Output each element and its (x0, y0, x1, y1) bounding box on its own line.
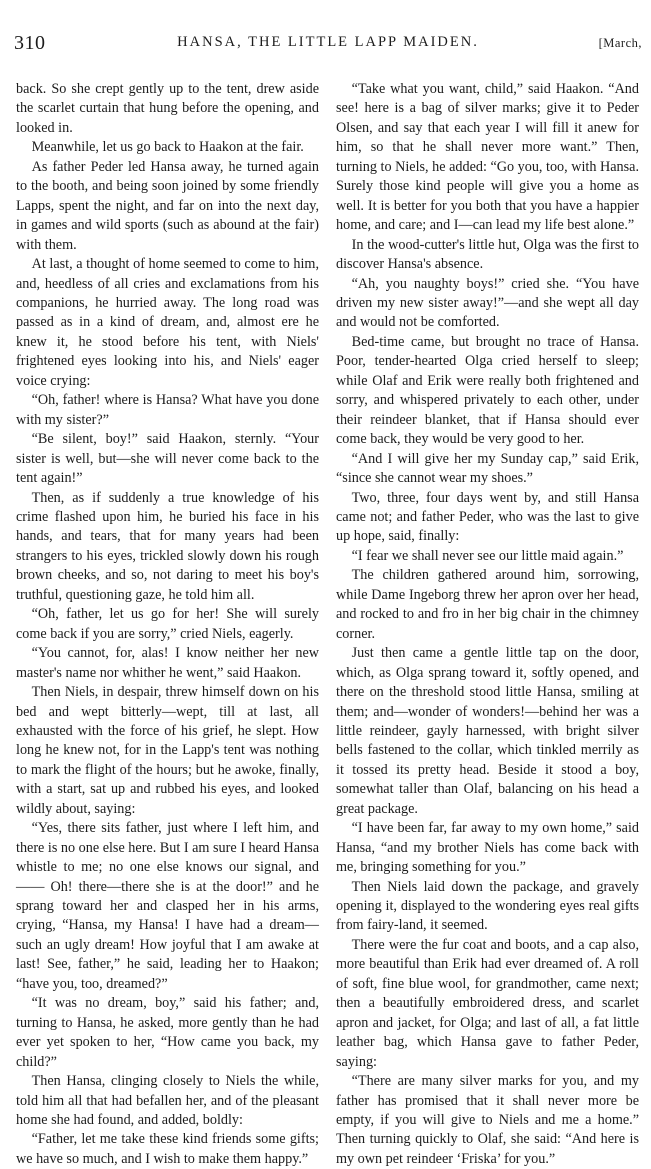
paragraph: “And I will give her my Sunday cap,” said Erik, “since she cannot wear my shoes.” (336, 450, 639, 487)
issue-month: [March, (598, 36, 642, 50)
paragraph: The children gathered around him, sorrowing, while Dame Ingeborg threw her apron over her head, and rocked to and fro in her big chair in the chimney corner. (336, 567, 639, 642)
paragraph: Just then came a gentle little tap on the door, which, as Olga sprang toward it, softly opened, and there on the threshold stood little Hansa, smiling at them; and—wonder of wonders!—behind her was a little reindeer, gayly harnessed, with bright silver bells fastened to the collar, which tinkled merrily as it tossed its pretty head. Beside it stood a boy, somewhat taller than Olaf, balancing on his head a great package. (336, 645, 639, 817)
paragraph: back. So she crept gently up to the tent, drew aside the scarlet curtain that hung before the opening, and looked in. (16, 81, 319, 136)
paragraph: Then Niels, in despair, threw himself down on his bed and wept bitterly—wept, till at last, all exhausted with the force of his grief, he slept. How long he knew not, for in the Lapp's tent was nothing to mark the flight of the hours; but he awoke, finally, with a start, sat up and rubbed his eyes, and looked wildly about, saying: (16, 684, 319, 817)
paragraph: In the wood-cutter's little hut, Olga was the first to discover Hansa's absence. (336, 236, 639, 273)
paragraph: As father Peder led Hansa away, he turned again to the booth, and being soon joined by some friendly Lapps, spent the night, and far on into the next day, in games and wild sports (such as abound at the fair) with them. (16, 158, 319, 253)
paragraph: Then, as if suddenly a true knowledge of his crime flashed upon him, he buried his face in his hands, and tears, that for many years had been strangers to his eyes, trickled slowly down his rough brown cheeks, and so, not daring to meet his boy's truthful, questioning gaze, he told him all. (16, 489, 319, 603)
paragraph: “Ah, you naughty boys!” cried she. “You have driven my new sister away!”—and she wept all day and would not be comforted. (336, 275, 639, 331)
paragraph: Bed-time came, but brought no trace of Hansa. Poor, tender-hearted Olga cried herself to sleep; while Olaf and Erik were really both frightened and sorry, and whispered privately to each other, under their reindeer blanket, that if Hansa should ever come back, they would be very good to her. (336, 333, 639, 448)
paragraph: There were the fur coat and boots, and a cap also, more beautiful than Erik had ever dreamed of. A roll of soft, fine blue wool, for grandmother, came next; then a beautifully embroidered dress, and scarlet apron and jacket, for Olga; and last of all, a fat little leather bag, which Hansa gave to father Peder, saying: (336, 936, 639, 1070)
paragraph: Two, three, four days went by, and still Hansa came not; and father Peder, who was the last to give up hope, said, finally: (336, 489, 639, 545)
page-number: 310 (14, 32, 46, 54)
right-column (336, 80, 639, 1169)
paragraph: At last, a thought of home seemed to come to him, and, heedless of all cries and exclamations from his companions, he hurried away. The long road was passed as in a kind of dream, and, almost ere he knew it, he stood before his tent, with Niels' frightened eyes looking into his, and Niels' eager voice crying: (16, 256, 319, 389)
paragraph: “Take what you want, child,” said Haakon. “And see! here is a bag of silver marks; give it to Peder Olsen, and say that each year I will fill it anew for him, so that he shall never more want.” Then, turning to Niels, he added: “Go you, too, with Hansa. Surely those kind people will give you a home as well. It is better for you both that you have a happier home, and care; and I—can lead my life best alone.” (336, 81, 640, 234)
paragraph: “You cannot, for, alas! I know neither her new master's name nor whither he went,” said Haakon. (16, 645, 319, 681)
paragraph: “Oh, father, let us go for her! She will surely come back if you are sorry,” cried Niels, eagerly. (16, 606, 319, 642)
running-title: HANSA, THE LITTLE LAPP MAIDEN. (177, 34, 479, 50)
paragraph: “Father, let me take these kind friends some gifts; we have so much, and I wish to make them happy.” (16, 1131, 319, 1167)
paragraph: “I fear we shall never see our little maid again.” (351, 547, 624, 564)
paragraph: “Oh, father! where is Hansa? What have you done with my sister?” (16, 392, 319, 428)
paragraph: “Be silent, boy!” said Haakon, sternly. “Your sister is well, but—she will never come back to the tent again!” (16, 431, 319, 487)
left-column (16, 80, 319, 1169)
paragraph: “It was no dream, boy,” said his father; and, turning to Hansa, he asked, more gently than he had ever yet spoken to her, “How came you back, my child?” (16, 995, 319, 1070)
paragraph: Then Hansa, clinging closely to Niels the while, told him all that had befallen her, and of the pleasant home she had found, and added, boldly: (16, 1073, 319, 1129)
paragraph: Then Niels laid down the package, and gravely opening it, displayed to the wondering eyes real gifts from fairy-land, it seemed. (336, 878, 639, 934)
paragraph: “There are many silver marks for you, and my father has promised that it shall never more be empty, if you will give to Niels and me a home.” Then turning quickly to Olaf, she said: “And here is my own pet reindeer ‘Friska’ for you.” (336, 1073, 639, 1167)
paragraph: “Yes, there sits father, just where I left him, and there is no one else here. But I am sure I heard Hansa whistle to me; no one else knows our signal, and —— Oh! there—there she is at the door!” and he sprang toward her and clasped her in his arms, crying, “Hansa, my Hansa! I have had a dream—such an ugly dream! How joyful that I am awake at last! See, father,” he said, leading her to Haakon; “have you, too, dreamed?” (16, 820, 319, 992)
paragraph: Meanwhile, let us go back to Haakon at the fair. (31, 139, 304, 156)
paragraph: “I have been far, far away to my own home,” said Hansa, “and my brother Niels has come back with me, bringing something for you.” (336, 820, 639, 876)
running-header (14, 32, 642, 54)
